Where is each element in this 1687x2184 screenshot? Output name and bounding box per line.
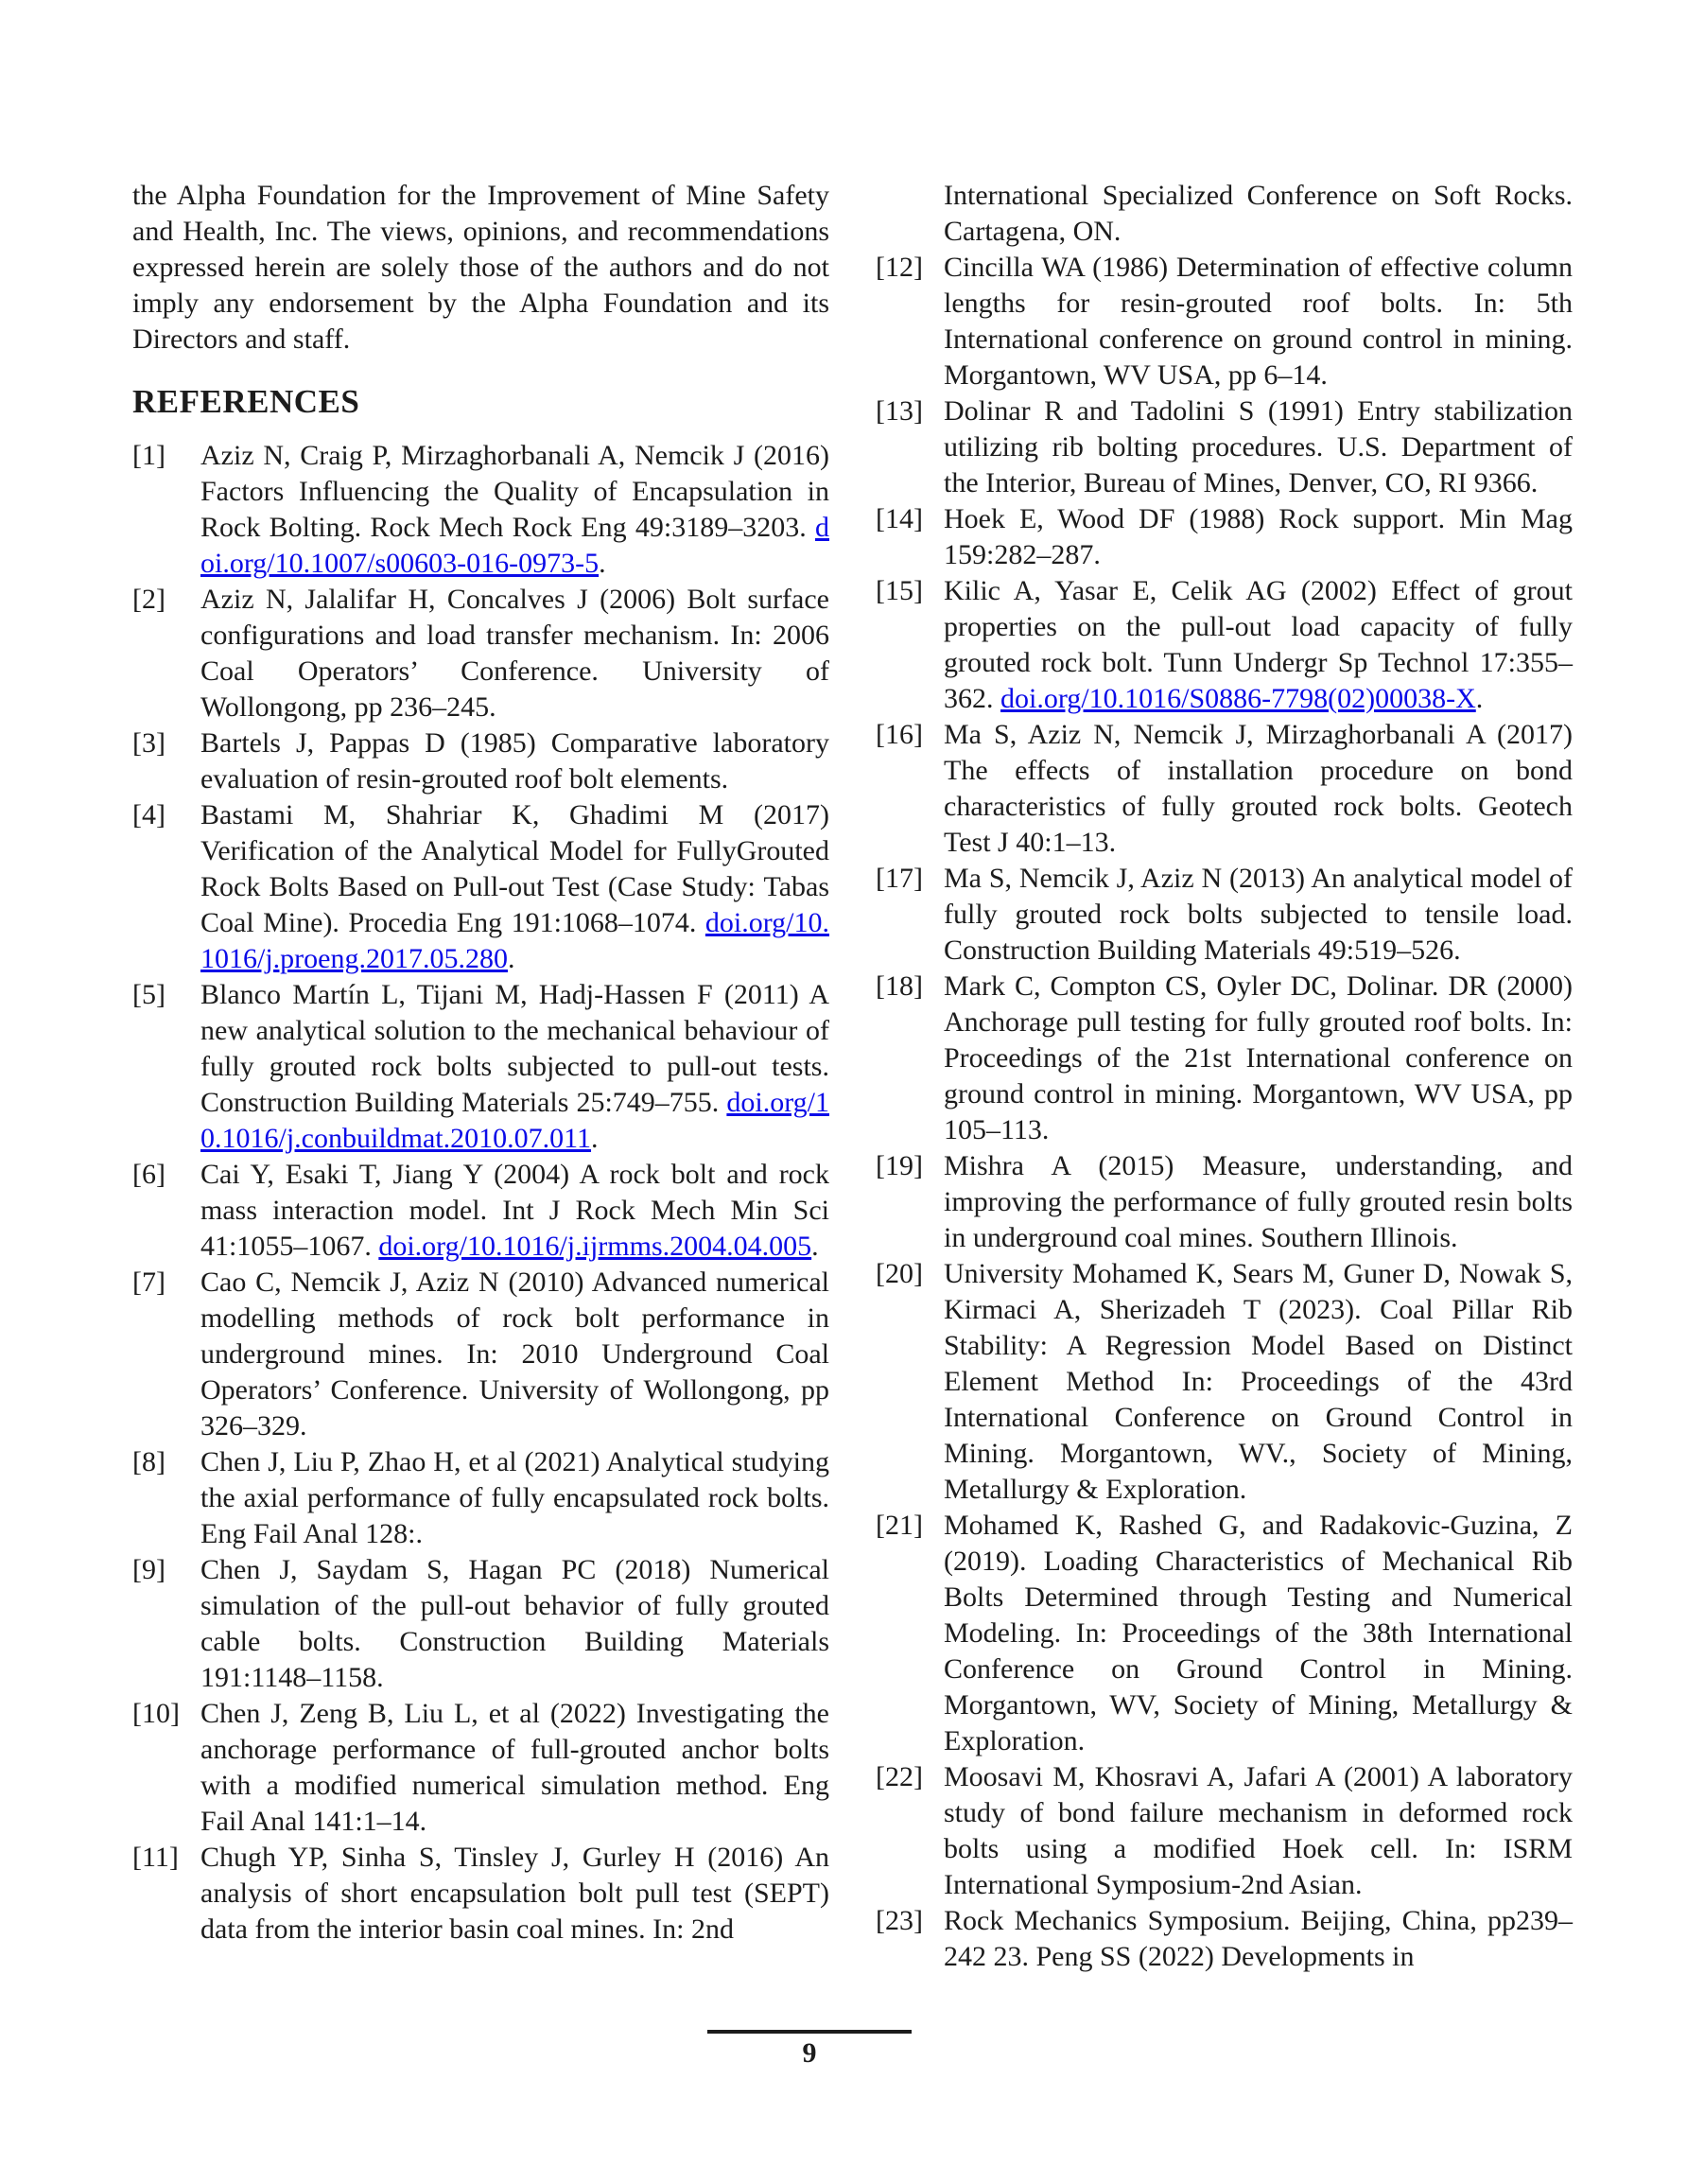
reference-item xyxy=(132,1444,829,1552)
reference-item xyxy=(876,1903,1573,1975)
reference-text-segment: . xyxy=(507,943,515,974)
reference-text xyxy=(944,393,1573,501)
reference-item xyxy=(876,717,1573,861)
reference-text xyxy=(944,861,1573,969)
reference-text xyxy=(944,717,1573,861)
intro-paragraph: the Alpha Foundation for the Improvement of Mine Safety and Health, Inc. The views, opinions, and recommendations expressed herein are solely those of the authors and do not imply any endorsement by the Alpha Foundation and its Directors and staff. xyxy=(132,180,829,355)
reference-text xyxy=(200,1552,829,1696)
reference-text-segment: Dolinar R and Tadolini S (1991) Entry stabilization utilizing rib bolting procedures. U.S. Department of the Interior, Bureau of Mines, Denver, CO, RI 9366. xyxy=(944,395,1573,498)
reference-item xyxy=(876,969,1573,1148)
reference-item xyxy=(876,861,1573,969)
references-heading: REFERENCES xyxy=(132,383,360,420)
reference-number: [4] xyxy=(132,799,165,830)
reference-text xyxy=(200,1444,829,1552)
reference-number: [17] xyxy=(876,863,923,894)
reference-number: [12] xyxy=(876,252,923,283)
reference-text xyxy=(944,573,1573,717)
reference-item xyxy=(876,393,1573,501)
reference-text xyxy=(944,1903,1573,1975)
reference-text-segment: Bastami M, Shahriar K, Ghadimi M (2017) Verification of the Analytical Model for FullyGrouted Rock Bolts Based on Pull-out Test (Case Study: Tabas Coal Mine). Procedia Eng 191:1068–1074. xyxy=(200,799,829,938)
doi-link[interactable]: doi.org/10.1016/j.conbuildmat.2010.07.011 xyxy=(200,1087,829,1154)
doi-link[interactable]: doi.org/10.1016/j.proeng.2017.05.280 xyxy=(200,907,829,974)
reference-number: [15] xyxy=(876,575,923,606)
reference-text xyxy=(200,1265,829,1444)
reference-item xyxy=(132,1552,829,1696)
reference-text xyxy=(200,1696,829,1840)
reference-text xyxy=(200,725,829,797)
reference-text xyxy=(200,1157,829,1265)
reference-list-left xyxy=(132,438,829,1948)
reference-item xyxy=(876,1256,1573,1508)
doi-link[interactable]: doi.org/10.1007/s00603-016-0973-5 xyxy=(200,512,829,579)
reference-number: [9] xyxy=(132,1554,165,1585)
reference-item xyxy=(132,438,829,582)
reference-11-continuation: International Specialized Conference on Soft Rocks. Cartagena, ON. xyxy=(944,180,1573,247)
reference-number: [22] xyxy=(876,1761,923,1792)
reference-text-segment: Aziz N, Jalalifar H, Concalves J (2006) Bolt surface configurations and load transfer mechanism. In: 2006 Coal Operators’ Conference. University of Wollongong, pp 236–245. xyxy=(200,584,829,723)
page-footer xyxy=(707,2030,912,2070)
reference-item xyxy=(876,1508,1573,1759)
reference-text-segment: Cai Y, Esaki T, Jiang Y (2004) A rock bolt and rock mass interaction model. Int J Rock Mech Min Sci 41:1055–1067. xyxy=(200,1159,829,1262)
reference-text-segment: . xyxy=(591,1123,599,1154)
reference-number: [16] xyxy=(876,719,923,750)
reference-text-segment: Mark C, Compton CS, Oyler DC, Dolinar. DR (2000) Anchorage pull testing for fully grouted roof bolts. In: Proceedings of the 21st International conference on ground control in mining. Morgantown, WV USA, pp 105–113. xyxy=(944,970,1573,1145)
reference-number: [21] xyxy=(876,1510,923,1541)
reference-text-segment: Aziz N, Craig P, Mirzaghorbanali A, Nemcik J (2016) Factors Influencing the Quality of Encapsulation in Rock Bolting. Rock Mech Rock Eng 49:3189–3203. xyxy=(200,440,829,543)
footer-rule xyxy=(707,2030,912,2034)
reference-text xyxy=(944,1148,1573,1256)
reference-text-segment: Hoek E, Wood DF (1988) Rock support. Min Mag 159:282–287. xyxy=(944,503,1573,570)
reference-text xyxy=(944,1256,1573,1508)
reference-text-segment: Bartels J, Pappas D (1985) Comparative laboratory evaluation of resin-grouted roof bolt elements. xyxy=(200,727,829,795)
reference-text-segment: Ma S, Nemcik J, Aziz N (2013) An analytical model of fully grouted rock bolts subjected to tensile load. Construction Building Materials 49:519–526. xyxy=(944,863,1573,966)
page-number: 9 xyxy=(802,2037,817,2069)
reference-item xyxy=(132,797,829,977)
reference-number: [23] xyxy=(876,1905,923,1936)
reference-number: [14] xyxy=(876,503,923,534)
reference-text xyxy=(944,1759,1573,1903)
reference-text xyxy=(200,582,829,725)
reference-text-segment: Mohamed K, Rashed G, and Radakovic-Guzina, Z (2019). Loading Characteristics of Mechanical Rib Bolts Determined through Testing and Numerical Modeling. In: Proceedings of the 38th International Conference on Ground Control in Mining. Morgantown, WV, Society of Mining, Metallurgy & Exploration. xyxy=(944,1510,1573,1756)
reference-text xyxy=(200,977,829,1157)
reference-text xyxy=(944,969,1573,1148)
reference-text-segment: Cao C, Nemcik J, Aziz N (2010) Advanced numerical modelling methods of rock bolt performance in underground mines. In: 2010 Underground Coal Operators’ Conference. University of Wollongong, pp 326–329. xyxy=(200,1267,829,1441)
reference-number: [1] xyxy=(132,440,165,471)
reference-text-segment: . xyxy=(811,1231,819,1262)
reference-number: [8] xyxy=(132,1446,165,1477)
reference-text-segment: Cincilla WA (1986) Determination of effective column lengths for resin-grouted roof bolts. In: 5th International conference on ground control in mining. Morgantown, WV USA, pp 6–14. xyxy=(944,252,1573,391)
reference-text-segment: Blanco Martín L, Tijani M, Hadj-Hassen F (2011) A new analytical solution to the mechanical behaviour of fully grouted rock bolts subjected to pull-out tests. Construction Building Materials 25:749–755. xyxy=(200,979,829,1118)
reference-item xyxy=(132,582,829,725)
reference-number: [13] xyxy=(876,395,923,427)
reference-text-segment: Rock Mechanics Symposium. Beijing, China, pp239–242 23. Peng SS (2022) Developments in xyxy=(944,1905,1573,1972)
reference-number: [3] xyxy=(132,727,165,759)
reference-item xyxy=(132,725,829,797)
reference-item xyxy=(132,1840,829,1948)
reference-item xyxy=(876,1148,1573,1256)
reference-number: [2] xyxy=(132,584,165,615)
reference-text-segment: Mishra A (2015) Measure, understanding, and improving the performance of fully grouted resin bolts in underground coal mines. Southern Illinois. xyxy=(944,1150,1573,1253)
reference-number: [7] xyxy=(132,1267,165,1298)
reference-number: [5] xyxy=(132,979,165,1010)
reference-item xyxy=(876,501,1573,573)
right-column xyxy=(876,178,1573,1975)
reference-number: [20] xyxy=(876,1258,923,1289)
reference-text xyxy=(200,1840,829,1948)
reference-item xyxy=(132,1265,829,1444)
reference-text xyxy=(200,797,829,977)
left-column xyxy=(132,178,829,1975)
reference-number: [6] xyxy=(132,1159,165,1190)
reference-text-segment: Chen J, Liu P, Zhao H, et al (2021) Analytical studying the axial performance of fully encapsulated rock bolts. Eng Fail Anal 128:. xyxy=(200,1446,829,1549)
reference-text-segment: . xyxy=(599,548,606,579)
reference-item xyxy=(876,1759,1573,1903)
two-column-content xyxy=(132,178,1573,1975)
reference-text-segment: Chen J, Zeng B, Liu L, et al (2022) Investigating the anchorage performance of full-grouted anchor bolts with a modified numerical simulation method. Eng Fail Anal 141:1–14. xyxy=(200,1698,829,1837)
reference-text-segment: Chugh YP, Sinha S, Tinsley J, Gurley H (2016) An analysis of short encapsulation bolt pull test (SEPT) data from the interior basin coal mines. In: 2nd xyxy=(200,1842,829,1945)
reference-item xyxy=(876,250,1573,393)
reference-text-segment: Chen J, Saydam S, Hagan PC (2018) Numerical simulation of the pull-out behavior of fully grouted cable bolts. Construction Building Materials 191:1148–1158. xyxy=(200,1554,829,1693)
reference-text xyxy=(944,501,1573,573)
reference-item xyxy=(132,977,829,1157)
reference-item xyxy=(876,573,1573,717)
reference-number: [11] xyxy=(132,1842,179,1873)
doi-link[interactable]: doi.org/10.1016/j.ijrmms.2004.04.005 xyxy=(378,1231,812,1262)
reference-text xyxy=(200,438,829,582)
reference-number: [10] xyxy=(132,1698,180,1729)
reference-number: [19] xyxy=(876,1150,923,1181)
reference-number: [18] xyxy=(876,970,923,1002)
reference-text-segment: Ma S, Aziz N, Nemcik J, Mirzaghorbanali A (2017) The effects of installation procedure on bond characteristics of fully grouted rock bolts. Geotech Test J 40:1–13. xyxy=(944,719,1573,858)
reference-text-segment: University Mohamed K, Sears M, Guner D, Nowak S, Kirmaci A, Sherizadeh T (2023). Coal Pillar Rib Stability: A Regression Model Based on Distinct Element Method In: Proceedings of the 43rd International Conference on Ground Control in Mining. Morgantown, WV., Society of Mining, Metallurgy & Exploration. xyxy=(944,1258,1573,1505)
reference-text xyxy=(944,1508,1573,1759)
reference-list-right xyxy=(876,250,1573,1975)
reference-text-segment: Moosavi M, Khosravi A, Jafari A (2001) A laboratory study of bond failure mechanism in deformed rock bolts using a modified Hoek cell. In: ISRM International Symposium-2nd Asian. xyxy=(944,1761,1573,1900)
reference-text-segment: . xyxy=(1475,683,1484,714)
reference-item xyxy=(132,1696,829,1840)
reference-text xyxy=(944,250,1573,393)
doi-link[interactable]: doi.org/10.1016/S0886-7798(02)00038-X xyxy=(1000,683,1476,714)
reference-item xyxy=(132,1157,829,1265)
reference-text-segment: Kilic A, Yasar E, Celik AG (2002) Effect of grout properties on the pull-out load capacity of fully grouted rock bolt. Tunn Undergr Sp Technol 17:355–362. xyxy=(944,575,1573,714)
